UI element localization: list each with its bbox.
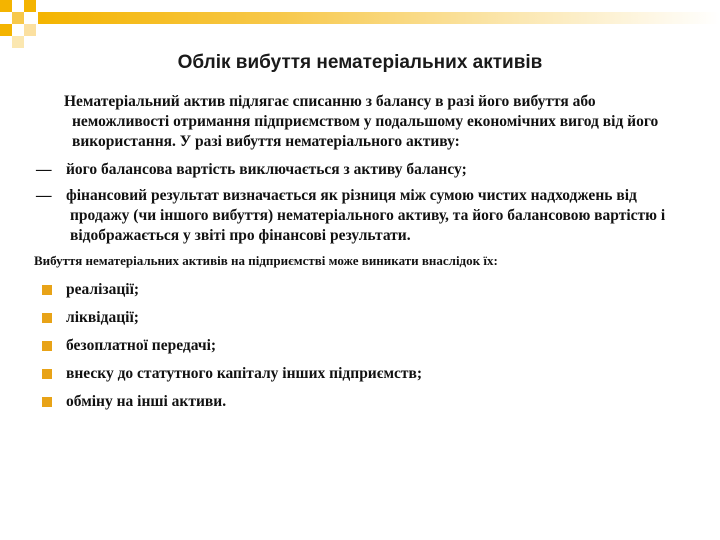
dash-mark: — — [36, 187, 52, 204]
dash-item — [36, 186, 696, 246]
list-item-text: обміну на інші активи. — [66, 393, 227, 410]
square-bullet-icon — [42, 397, 52, 407]
decor-square — [24, 24, 36, 36]
slide-title: Облік вибуття нематеріальних активів — [177, 52, 543, 73]
square-bullet-icon — [42, 341, 52, 351]
dash-mark: — — [36, 161, 52, 178]
list-item — [36, 308, 696, 328]
square-bullet-icon — [42, 285, 52, 295]
decor-square — [12, 36, 24, 48]
intro-paragraph: Нематеріальний актив підлягає списанню з балансу в разі його вибуття або неможливості отримання підприємством у подальшому економічних вигод від його використання. У разі вибуття нематеріального активу: — [64, 93, 659, 150]
dash-item-text: його балансова вартість виключається з активу балансу; — [66, 161, 467, 178]
square-bullet-icon — [42, 313, 52, 323]
dash-item-text: фінансовий результат визначається як різниця між сумою чистих надходжень від продажу (чи іншого вибуття) нематеріального активу, та його балансовою вартістю і відображається у звіті про фінансові результати. — [66, 187, 666, 244]
dash-item — [36, 160, 696, 180]
header-gradient-bar — [38, 12, 720, 24]
bullet-list — [36, 280, 696, 412]
decor-square — [12, 12, 24, 24]
decor-square — [0, 24, 12, 36]
list-item — [36, 280, 696, 300]
subheading: Вибуття нематеріальних активів на підприємстві може виникати внаслідок їх: — [34, 253, 498, 268]
decor-square — [0, 0, 12, 12]
list-item-text: безоплатної передачі; — [66, 337, 217, 354]
list-item — [36, 364, 696, 384]
list-item-text: реалізації; — [66, 281, 140, 298]
slide-body — [36, 92, 696, 420]
list-item-text: внеску до статутного капіталу інших підприємств; — [66, 365, 423, 382]
list-item-text: ліквідації; — [66, 309, 139, 326]
square-bullet-icon — [42, 369, 52, 379]
decor-square — [24, 0, 36, 12]
list-item — [36, 392, 696, 412]
list-item — [36, 336, 696, 356]
